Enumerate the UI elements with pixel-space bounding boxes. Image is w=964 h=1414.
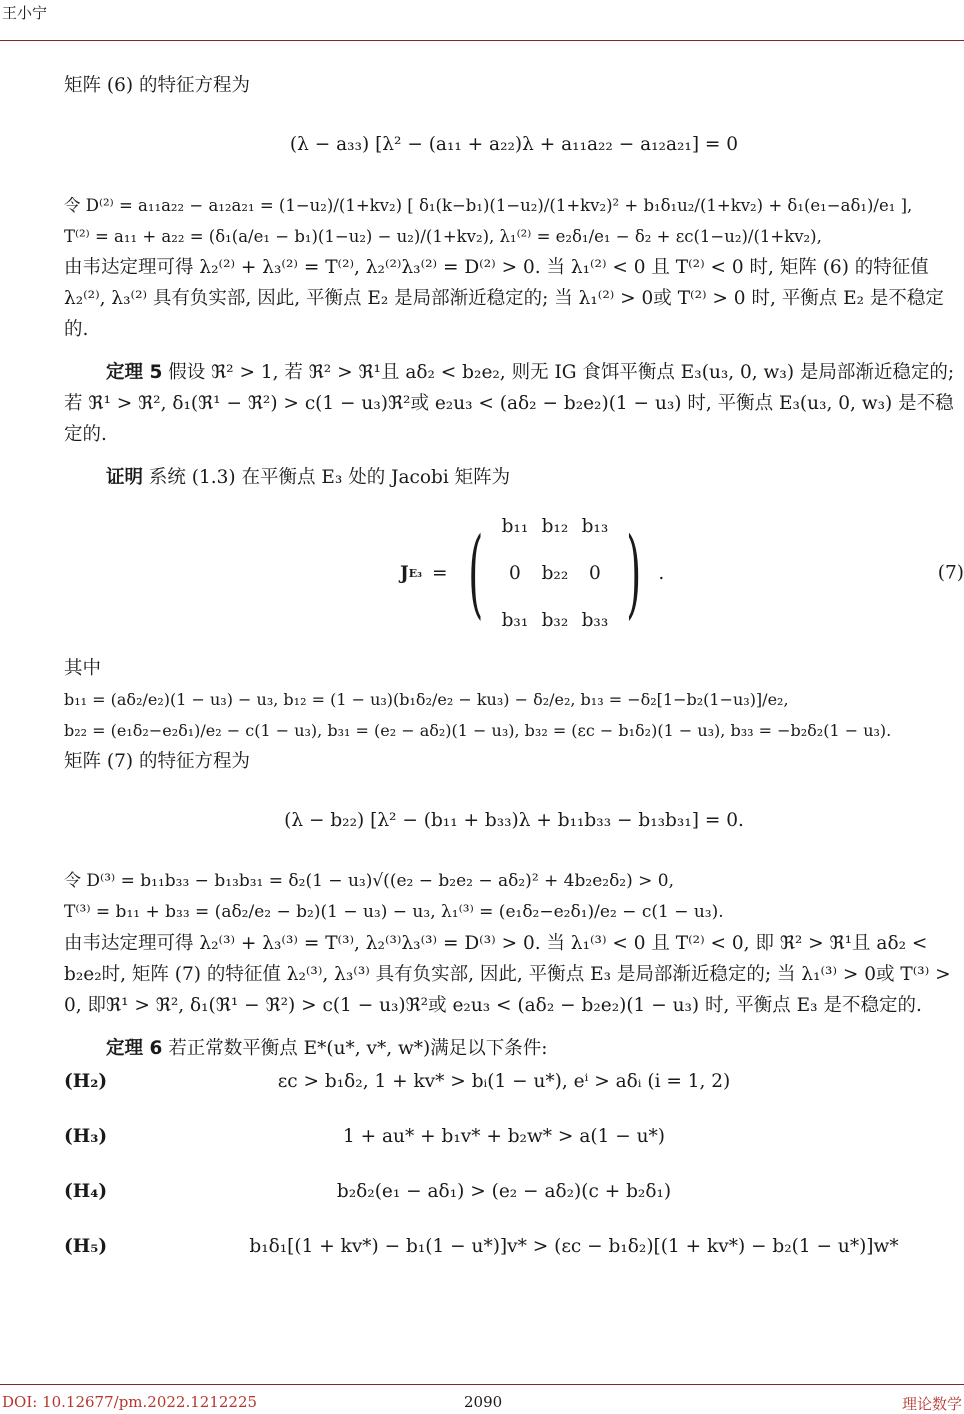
page-footer xyxy=(0,1384,964,1413)
period: . xyxy=(658,562,665,584)
matrix-entry: b₁₁ xyxy=(501,515,529,537)
hypothesis-text: b₁δ₁[(1 + kv*) − b₁(1 − u*)]v* > (εc − b₁δ₂)[(1 + kv*) − b₂(1 − u*)]w* xyxy=(249,1236,899,1257)
page-number: 2090 xyxy=(464,1393,503,1411)
hypothesis-label: (H₅) xyxy=(64,1236,108,1257)
paragraph: 矩阵 (6) 的特征方程为 xyxy=(64,75,250,96)
left-paren: ( xyxy=(468,517,484,629)
paragraph-stability-e2: 由韦达定理可得 λ₂⁽²⁾ + λ₃⁽²⁾ = T⁽²⁾, λ₂⁽²⁾λ₃⁽²⁾ = D⁽²⁾ > 0. 当 λ₁⁽²⁾ < 0 且 T⁽²⁾ < 0 时, 矩阵 (6) 的特征值 λ₂⁽²⁾, λ₃⁽²⁾ 具有负实部, 因此, 平衡点 E₂ 是局部渐近稳定的; 当 λ₁⁽²⁾ > 0或 T⁽²⁾ > 0 时, 平衡点 E₂ 是不稳定的. xyxy=(64,257,944,340)
header-author: 王小宁 xyxy=(2,4,48,22)
jacobian-subscript: E₃ xyxy=(408,566,422,580)
hypothesis-h5 xyxy=(64,1231,964,1262)
hypothesis-label: (H₂) xyxy=(64,1071,108,1092)
d2-definition: 令 D⁽²⁾ = a₁₁a₂₂ − a₁₂a₂₁ = (1−u₂)/(1+kv₂) [ δ₁(k−b₁)(1−u₂)/(1+kv₂)² + b₁δ₁u₂/(1+kv₂) + δ₁(e₁−aδ₁)/e₁ ], xyxy=(64,196,913,215)
matrix-entry: b₃₃ xyxy=(581,609,609,631)
t2-definition: T⁽²⁾ = a₁₁ + a₂₂ = (δ₁(a/e₁ − b₁)(1−u₂) − u₂)/(1+kv₂), λ₁⁽²⁾ = e₂δ₁/e₁ − δ₂ + εc(1−u₂)/(1+kv₂), xyxy=(64,227,822,246)
page-content xyxy=(64,66,964,1262)
hypothesis-h3 xyxy=(64,1121,964,1152)
theorem-text: 假设 ℜ² > 1, 若 ℜ² > ℜ¹且 aδ₂ < b₂e₂, 则无 IG 食饵平衡点 E₃(u₃, 0, w₃) 是局部渐近稳定的; 若 ℜ¹ > ℜ², δ₁(ℜ¹ − ℜ²) > c(1 − u₃)ℜ²或 e₂u₃ < (aδ₂ − b₂e₂)(1 − u₃) 时, 平衡点 E₃(u₃, 0, w₃) 是不稳定的. xyxy=(64,362,955,445)
theorem-label: 定理 6 xyxy=(106,1038,163,1059)
where-label: 其中 xyxy=(64,658,102,679)
d3-definition: 令 D⁽³⁾ = b₁₁b₃₃ − b₁₃b₃₁ = δ₂(1 − u₃)√((e₂ − b₂e₂ − aδ₂)² + 4b₂e₂δ₂) > 0, xyxy=(64,871,675,891)
paragraph-stability-e3: 由韦达定理可得 λ₂⁽³⁾ + λ₃⁽³⁾ = T⁽³⁾, λ₂⁽³⁾λ₃⁽³⁾ = D⁽³⁾ > 0. 当 λ₁⁽³⁾ < 0 且 T⁽²⁾ < 0, 即 ℜ² > ℜ¹且 aδ₂ < b₂e₂时, 矩阵 (7) 的特征值 λ₂⁽³⁾, λ₃⁽³⁾ 具有负实部, 因此, 平衡点 E₃ 是局部渐近稳定的; 当 λ₁⁽³⁾ > 0或 T⁽³⁾ > 0, 即ℜ¹ > ℜ², δ₁(ℜ¹ − ℜ²) > c(1 − u₃)ℜ²或 e₂u₃ < (aδ₂ − b₂e₂)(1 − u₃) 时, 平衡点 E₃ 是不稳定的. xyxy=(64,933,951,1016)
matrix-entry: 0 xyxy=(509,562,521,584)
jacobian-equation xyxy=(64,507,964,639)
proof xyxy=(64,462,964,493)
matrix-entry: 0 xyxy=(589,562,601,584)
doi-link[interactable]: DOI: 10.12677/pm.2022.1212225 xyxy=(2,1393,258,1411)
hypothesis-text: εc > b₁δ₂, 1 + kv* > bᵢ(1 − u*), eⁱ > aδᵢ (i = 1, 2) xyxy=(277,1071,731,1092)
matrix-entry: b₃₂ xyxy=(541,609,569,631)
hypothesis-text: b₂δ₂(e₁ − aδ₁) > (e₂ − aδ₂)(c + b₂δ₁) xyxy=(336,1181,672,1202)
hypothesis-h4 xyxy=(64,1176,964,1207)
right-paren: ) xyxy=(626,517,642,629)
hypothesis-label: (H₃) xyxy=(64,1126,108,1147)
jacobian-matrix xyxy=(457,511,652,636)
b-coefficients-line-2: b₂₂ = (e₁δ₂−e₂δ₁)/e₂ − c(1 − u₃), b₃₁ = (e₂ − aδ₂)(1 − u₃), b₃₂ = (εc − b₁δ₂)(1 − u₃), b₃₃ = −b₂δ₂(1 − u₃). xyxy=(64,721,892,740)
matrix-entry: b₃₁ xyxy=(501,609,529,631)
paragraph: 矩阵 (7) 的特征方程为 xyxy=(64,751,250,772)
equals-sign: = xyxy=(431,562,448,584)
matrix-entry: b₂₂ xyxy=(541,562,569,584)
theorem-text: 若正常数平衡点 E*(u*, v*, w*)满足以下条件: xyxy=(168,1038,548,1059)
equation-char-6: (λ − a₃₃) [λ² − (a₁₁ + a₂₂)λ + a₁₁a₂₂ − a₁₂a₂₁] = 0 xyxy=(289,134,739,155)
equation-char-7: (λ − b₂₂) [λ² − (b₁₁ + b₃₃)λ + b₁₁b₃₃ − b₁₃b₃₁] = 0. xyxy=(284,810,744,831)
proof-text: 系统 (1.3) 在平衡点 E₃ 处的 Jacobi 矩阵为 xyxy=(148,467,511,488)
t3-definition: T⁽³⁾ = b₁₁ + b₃₃ = (aδ₂/e₂ − b₂)(1 − u₃) − u₃, λ₁⁽³⁾ = (e₁δ₂−e₂δ₁)/e₂ − c(1 − u₃). xyxy=(64,902,724,922)
hypothesis-text: 1 + au* + b₁v* + b₂w* > a(1 − u*) xyxy=(343,1126,665,1147)
hypothesis-label: (H₄) xyxy=(64,1181,108,1202)
theorem-5 xyxy=(64,357,964,450)
jacobian-symbol: J xyxy=(400,562,409,584)
theorem-6 xyxy=(64,1033,964,1064)
hypothesis-h2 xyxy=(64,1066,964,1097)
journal-name: 理论数学 xyxy=(901,1395,962,1413)
matrix-grid xyxy=(495,511,615,636)
matrix-entry: b₁₂ xyxy=(541,515,569,537)
proof-label: 证明 xyxy=(106,467,144,488)
matrix-entry: b₁₃ xyxy=(581,515,609,537)
b-coefficients-line-1: b₁₁ = (aδ₂/e₂)(1 − u₃) − u₃, b₁₂ = (1 − u₃)(b₁δ₂/e₂ − ku₃) − δ₂/e₂, b₁₃ = −δ₂[1−b₂(1−u₃)]/e₂, xyxy=(64,690,789,709)
equation-number: (7) xyxy=(937,562,964,584)
theorem-label: 定理 5 xyxy=(106,362,163,383)
page-header xyxy=(0,0,964,41)
